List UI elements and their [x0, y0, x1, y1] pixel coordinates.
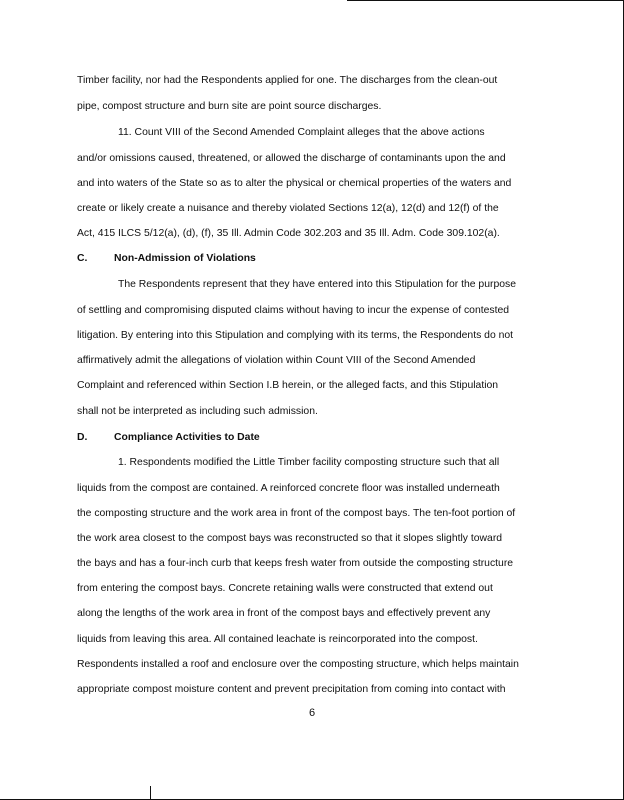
section-c-heading: Non-Admission of Violations	[114, 253, 256, 264]
body-line: Respondents installed a roof and enclosure over the composting structure, which helps maintain	[77, 659, 519, 670]
section-d-line: 1. Respondents modified the Little Timber facility composting structure such that all	[118, 457, 500, 468]
body-line: liquids from the compost are contained. A reinforced concrete floor was installed underneath	[77, 483, 500, 494]
body-line: and/or omissions caused, threatened, or allowed the discharge of contaminants upon the and	[77, 153, 506, 164]
bottom-border-tick	[150, 786, 151, 800]
top-border-rule	[347, 0, 624, 1]
body-line: from entering the compost bays. Concrete retaining walls were constructed that extend out	[77, 583, 493, 594]
section-c-line: The Respondents represent that they have entered into this Stipulation for the purpose	[118, 279, 516, 290]
body-line: affirmatively admit the allegations of violation within Count VIII of the Second Amended	[77, 355, 476, 366]
body-line: along the lengths of the work area in front of the compost bays and effectively prevent any	[77, 608, 491, 619]
body-line: shall not be interpreted as including such admission.	[77, 406, 318, 417]
body-line: Complaint and referenced within Section I.B herein, or the alleged facts, and this Stipulation	[77, 380, 499, 391]
body-line: the work area closest to the compost bays was reconstructed so that it slopes slightly toward	[77, 533, 503, 544]
body-line: pipe, compost structure and burn site are point source discharges.	[77, 101, 382, 112]
section-d-heading: Compliance Activities to Date	[114, 432, 260, 443]
page-number: 6	[308, 707, 316, 719]
body-line: and into waters of the State so as to alter the physical or chemical properties of the waters and	[77, 178, 512, 189]
paragraph-11-line: 11. Count VIII of the Second Amended Complaint alleges that the above actions	[118, 127, 485, 138]
body-line: Act, 415 ILCS 5/12(a), (d), (f), 35 Ill. Admin Code 302.203 and 35 Ill. Adm. Code 309.102(a).	[77, 228, 500, 239]
body-line: create or likely create a nuisance and thereby violated Sections 12(a), 12(d) and 12(f) of the	[77, 203, 499, 214]
body-line: litigation. By entering into this Stipulation and complying with its terms, the Respondents do not	[77, 330, 514, 341]
body-line: appropriate compost moisture content and prevent precipitation from coming into contact with	[77, 684, 506, 695]
section-d-letter: D.	[77, 432, 88, 443]
body-line: of settling and compromising disputed claims without having to incur the expense of contested	[77, 305, 510, 316]
body-line: Timber facility, nor had the Respondents applied for one. The discharges from the clean-out	[77, 75, 498, 86]
section-c-letter: C.	[77, 253, 88, 264]
body-line: the bays and has a four-inch curb that keeps fresh water from outside the composting structure	[77, 558, 514, 569]
body-line: the composting structure and the work area in front of the compost bays. The ten-foot portion of	[77, 508, 516, 519]
body-line: liquids from leaving this area. All contained leachate is reincorporated into the compost.	[77, 634, 478, 645]
